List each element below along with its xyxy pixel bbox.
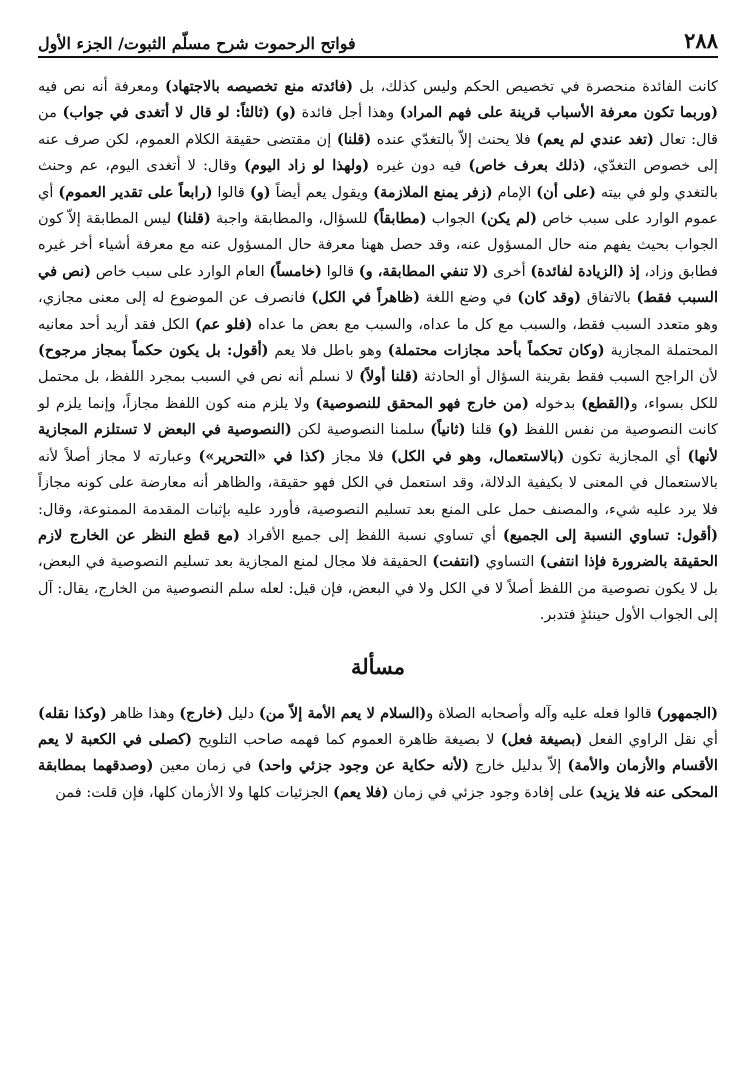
bold-matn-text: (زفر يمنع الملازمة) bbox=[373, 183, 493, 201]
commentary-text: أي تساوي نسبة اللفظ إلى جميع الأفراد bbox=[239, 526, 503, 544]
commentary-text: فيه دون غيره bbox=[369, 157, 469, 175]
bold-matn-text: (و) bbox=[249, 183, 271, 201]
commentary-text: قلنا bbox=[465, 421, 498, 439]
commentary-text: التساوي bbox=[480, 553, 540, 571]
commentary-text: لا بصيغة ظاهرة العموم كما فهمه صاحب التلويح bbox=[192, 730, 501, 748]
commentary-text: بالاتفاق bbox=[581, 289, 637, 307]
bold-matn-text: (النصوصية في البعض لا تستلزم المجازية لأنها) bbox=[38, 421, 718, 465]
bold-matn-text: (قلنا) bbox=[176, 210, 211, 228]
bold-matn-text: (أقول: تساوي النسبة إلى الجميع) bbox=[502, 526, 719, 544]
commentary-paragraph bbox=[38, 74, 718, 629]
commentary-text: الكل فقد أريد أحد معانيه المحتملة المجازية bbox=[38, 315, 719, 360]
bold-matn-text: (كصلى في الكعبة لا يعم الأقسام والأزمان والأمة) bbox=[38, 730, 718, 775]
bold-matn-text: (الجمهور) bbox=[656, 704, 718, 722]
bold-matn-text: (خامساً) bbox=[269, 262, 322, 280]
bold-matn-text: (بصيغة فعل) bbox=[500, 730, 583, 748]
commentary-text: ليس المطابقة إلاّ كون الجواب بحيث يفهم منه حال المسؤول عنه، وقد حصل ههنا معرفة حال المسؤول عنه مع معرفة أشياء أخر غيره فطابق وزاد، bbox=[38, 210, 718, 280]
bold-matn-text: (وصدقهما بمطابقة المحكى عنه فلا يزيد) bbox=[38, 757, 718, 801]
commentary-text: دليل bbox=[223, 704, 259, 722]
bold-matn-text: إذ (الزيادة لفائدة) bbox=[530, 262, 640, 280]
commentary-text: الإمام bbox=[492, 183, 537, 201]
commentary-text: وهذا ظاهر bbox=[106, 704, 180, 722]
commentary-text: قالوا bbox=[212, 183, 250, 201]
commentary-text: ولا يلزم منه كون اللفظ مجازاً، وإنما يلزم لو كانت النصوصية من نفس اللفظ bbox=[38, 394, 718, 439]
commentary-text: فلا مجاز bbox=[325, 447, 391, 465]
bold-matn-text: (وربما تكون معرفة الأسباب قرينة على فهم المراد) bbox=[399, 104, 718, 122]
bold-matn-text: (وكان تحكماً بأحد مجازات محتملة) bbox=[387, 342, 605, 360]
commentary-text: قالوا فعله عليه وآله وأصحابه الصلاة و bbox=[426, 704, 657, 722]
bold-matn-text: (فائدته منع تخصيصه بالاجتهاد) bbox=[165, 78, 353, 95]
bold-matn-text: (ظاهراً في الكل) bbox=[311, 289, 421, 307]
bold-matn-text: (من خارج فهو المحقق للنصوصية) bbox=[315, 394, 529, 412]
commentary-text: للسؤال، والمطابقة واجبة bbox=[210, 210, 373, 228]
section-heading: مسألة bbox=[350, 653, 406, 679]
commentary-text: من قال: تعال bbox=[38, 104, 719, 148]
bold-matn-text: (رابعاً على تقدير العموم) bbox=[58, 183, 213, 201]
commentary-text: ومعرفة أنه نص فيه bbox=[38, 78, 165, 95]
bold-matn-text: (ثالثاً: لو قال لا أتغدى في جواب) bbox=[62, 104, 270, 122]
bold-matn-text: (على أن) bbox=[536, 183, 596, 201]
bold-matn-text: (السلام لا يعم الأمة إلاّ من) bbox=[258, 704, 427, 722]
commentary-text: أي المجازية تكون bbox=[564, 447, 688, 465]
bold-matn-text: (لم يكن) bbox=[480, 210, 538, 228]
commentary-text: وعبارته لا مجاز أصلاً لأنه بالاستعمال في المعنى لا بكيفية الدلالة، وقد استعمل في الكل فهو حقيقة، والظاهر أنه معارضة على كونه مجازاً فلا يرد عليه شيء، والمصنف حمل على المنع بعد تسليم النصوصية، فأورد عليه بإثبات المقدمة الممنوعة، وقال: bbox=[38, 447, 718, 518]
running-title: فواتح الرحموت شرح مسلّم الثبوت/ الجزء الأول bbox=[38, 34, 356, 53]
commentary-text: العام الوارد على سبب خاص bbox=[91, 262, 270, 280]
commentary-text: وهو باطل فلا يعم bbox=[268, 342, 388, 360]
commentary-text: سلمنا النصوصية لكن bbox=[291, 421, 431, 439]
bold-matn-text: (و) bbox=[497, 421, 519, 439]
commentary-text: الحقيقة فلا مجال لمنع المجازية بعد تسليم النصوصية في البعض، بل لا يكون نصوصية من اللفظ أصلاً لا في الكل ولا في البعض، فإن قيل: لعله سلم النصوصية من الخارج، يقال: آل إلى الجواب الأول حينئذٍ فتدبر. bbox=[38, 553, 718, 624]
commentary-text: في وضع اللغة bbox=[420, 289, 518, 307]
commentary-text: لأن الراجح السبب فقط بقرينة السؤال أو الحادثة bbox=[418, 368, 719, 386]
commentary-text: إن مقتضى حقيقة الكلام العموم، لكن صرف عنه إلى خصوص التغدّي، bbox=[38, 130, 718, 175]
commentary-text: على إفادة وجود جزئي في زمان bbox=[388, 783, 589, 801]
bold-matn-text: (مطابقاً) bbox=[372, 210, 427, 228]
bold-matn-text: (فلا يعم) bbox=[333, 783, 389, 801]
bold-matn-text: (ثانياً) bbox=[430, 421, 466, 439]
commentary-text: الجزئيات كلها ولا الأزمان كلها، فإن قلت: فمن bbox=[55, 783, 334, 801]
commentary-text: في زمان معين bbox=[153, 757, 258, 775]
commentary-text: قالوا bbox=[321, 262, 359, 280]
bold-matn-text: (وقد كان) bbox=[517, 289, 582, 307]
bold-matn-text: (مع قطع النظر عن الخارج لازم الحقيقة بالضرورة فإذا انتفى) bbox=[38, 526, 718, 571]
commentary-text: بدخوله bbox=[528, 394, 582, 412]
bold-matn-text: (أقول: بل يكون حكماً بمجاز مرجوح) bbox=[38, 342, 269, 360]
bold-matn-text: (ذلك بعرف خاص) bbox=[468, 157, 586, 175]
bold-matn-text: (القطع) bbox=[581, 394, 631, 412]
commentary-text: وهذا أجل فائدة bbox=[296, 104, 400, 122]
page-header bbox=[38, 26, 718, 58]
bold-matn-text: (ولهذا لو زاد اليوم) bbox=[243, 157, 370, 175]
commentary-text: فانصرف عن الموضوع له إلى معنى مجازي، وهو متعدد السبب فقط، والسبب مع كل ما عداه، والسبب مع بعض ما عداه bbox=[38, 289, 718, 333]
bold-matn-text: (فلو عم) bbox=[194, 315, 253, 333]
bold-matn-text: (لا تنفي المطابقة، و) bbox=[358, 262, 489, 280]
commentary-text: كانت الفائدة منحصرة في تخصيص الحكم وليس كذلك، بل bbox=[352, 78, 718, 95]
commentary-text: ويقول يعم أيضاً bbox=[270, 183, 374, 201]
page-body bbox=[38, 74, 718, 806]
bold-matn-text: (لأنه حكاية عن وجود جزئي واحد) bbox=[257, 757, 469, 775]
commentary-text: لا نسلم أنه نص في السبب بمجرد اللفظ، بل محتمل للكل بسواء، و bbox=[38, 368, 718, 412]
commentary-text: أخرى bbox=[488, 262, 531, 280]
bold-matn-text: (كذا في «التحرير») bbox=[198, 447, 326, 465]
commentary-text: أي عموم الوارد على سبب خاص bbox=[38, 183, 718, 228]
bold-matn-text: (نص في السبب فقط) bbox=[38, 262, 719, 307]
commentary-text: إلاّ بدليل خارج bbox=[468, 757, 568, 775]
page-number: ٢٨٨ bbox=[684, 28, 718, 53]
commentary-text: فلا يحنث إلاّ بالتغدّي عنده bbox=[371, 130, 537, 148]
bold-matn-text: (تغد عندي لم يعم) bbox=[536, 130, 654, 148]
masala-paragraph bbox=[38, 701, 718, 807]
bold-matn-text: (خارج) bbox=[179, 704, 224, 722]
commentary-text: الجواب bbox=[426, 210, 481, 228]
bold-matn-text: (قلنا) bbox=[336, 130, 372, 148]
bold-matn-text: (قلنا أولاً) bbox=[359, 368, 419, 386]
bold-matn-text: (وكذا نقله) bbox=[38, 704, 107, 722]
bold-matn-text: (بالاستعمال، وهو في الكل) bbox=[390, 447, 565, 465]
bold-matn-text: (و) bbox=[275, 104, 297, 122]
commentary-text: أي نقل الراوي الفعل bbox=[582, 730, 718, 748]
bold-matn-text: (انتفت) bbox=[432, 553, 481, 571]
commentary-text: وقال: لا أتغدى اليوم، عم وحنث بالتغدي ولو في بيته bbox=[38, 157, 718, 201]
